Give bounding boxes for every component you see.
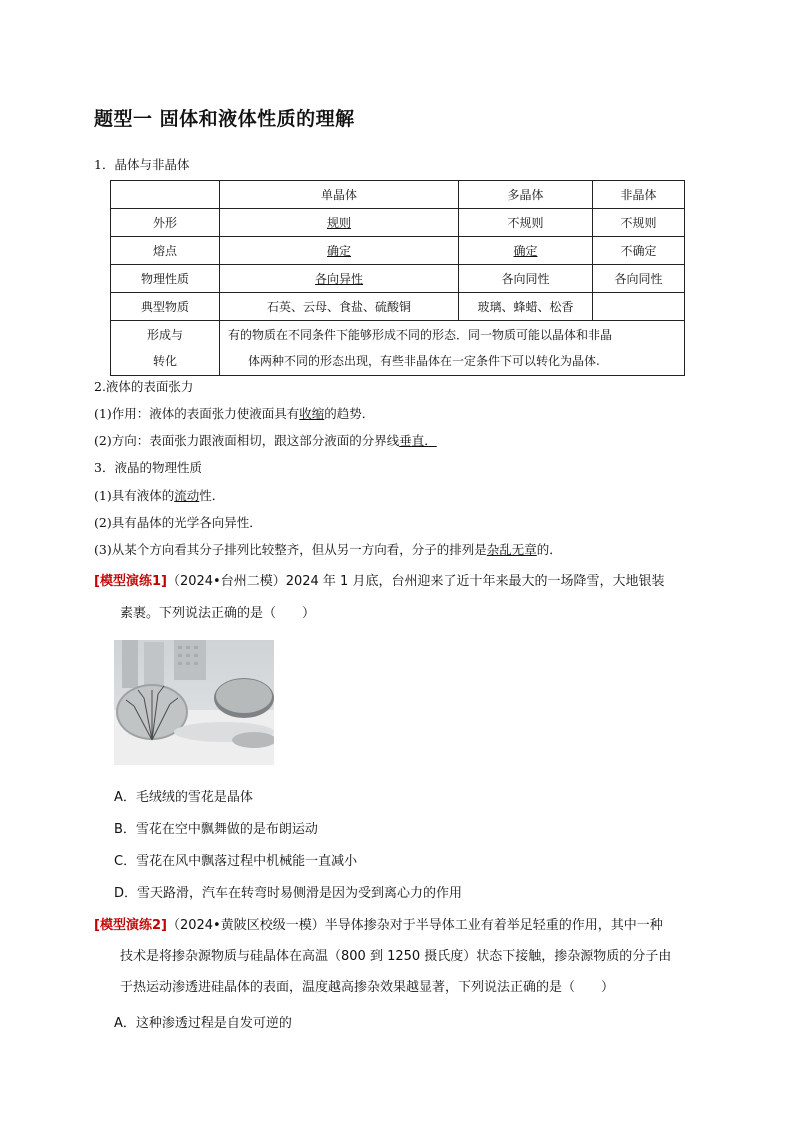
section-3-heading: 3．液晶的物理性质 (94, 460, 202, 475)
conversion-text (220, 321, 685, 376)
exercise-1-line-1 (94, 568, 664, 596)
underlined-answer: 收缩 (299, 406, 325, 421)
row-label: 典型物质 (111, 293, 220, 321)
liquid-crystal-property-3 (94, 541, 562, 559)
row-label: 外形 (111, 209, 220, 237)
table-row-conversion (111, 321, 685, 376)
conversion-text-line: 体两种不同的形态出现，有些非晶体在一定条件下可以转化为晶体. (248, 354, 600, 368)
table-cell: 确定 (326, 244, 351, 258)
exercise-1-option-d[interactable]: D．雪天路滑，汽车在转弯时易侧滑是因为受到离心力的作用 (114, 886, 463, 901)
text-segment: (1)具有液体的 (94, 488, 175, 503)
table-row (111, 265, 685, 293)
row-label (111, 321, 220, 376)
text-segment: (3)从某个方向看其分子排列比较整齐，但从另一方向看，分子的排列是 (94, 542, 487, 557)
exercise-2-line-2: 技术是将掺杂源物质与硅晶体在高温（800 到 1250 摄氏度）状态下接触，掺杂源物质的分子由 (120, 949, 672, 964)
table-cell: 石英、云母、食盐、硫酸铜 (220, 293, 459, 321)
table-row (111, 209, 685, 237)
row-label: 物理性质 (111, 265, 220, 293)
table-cell: 玻璃、蜂蜡、松香 (459, 293, 593, 321)
text-segment: (2)方向：表面张力跟液面相切，跟这部分液面的分界线 (94, 433, 400, 448)
exercise-1-option-b[interactable]: B．雪花在空中飘舞做的是布朗运动 (114, 822, 318, 837)
exercise-2-line-3: 于热运动渗透进硅晶体的表面，温度越高掺杂效果越显著，下列说法正确的是（ ） (120, 980, 615, 995)
exercise-1-line-2: 素裹。下列说法正确的是（ ） (120, 606, 316, 621)
conversion-label-line: 形成与 (146, 328, 183, 342)
conversion-text-line: 有的物质在不同条件下能够形成不同的形态．同一物质可能以晶体和非晶 (228, 328, 613, 342)
table-cell: 规则 (326, 216, 351, 230)
crystal-comparison-table (110, 180, 685, 376)
table-cell: 各向同性 (459, 265, 593, 293)
section-2-heading: 2.液体的表面张力 (94, 379, 194, 394)
table-cell: 不规则 (593, 209, 685, 237)
section-1-heading: 1．晶体与非晶体 (94, 157, 190, 172)
underlined-answer: 杂乱无章 (486, 542, 537, 557)
table-row (111, 237, 685, 265)
underlined-answer: 流动 (174, 488, 200, 503)
conversion-label-line: 转化 (152, 354, 177, 368)
table-header-cell: 多晶体 (459, 181, 593, 209)
text-segment: 的趋势． (324, 406, 375, 421)
row-label: 熔点 (111, 237, 220, 265)
table-cell: 各向同性 (593, 265, 685, 293)
table-header-cell: 非晶体 (593, 181, 685, 209)
text-segment: 的． (536, 542, 562, 557)
liquid-crystal-property-2: (2)具有晶体的光学各向异性． (94, 515, 262, 530)
table-header-cell (111, 181, 220, 209)
table-cell: 不规则 (459, 209, 593, 237)
table-cell: 确定 (513, 244, 538, 258)
exercise-2-option-a[interactable]: A．这种渗透过程是自发可逆的 (114, 1016, 292, 1031)
surface-tension-direction (94, 432, 437, 450)
exercise-1-option-c[interactable]: C．雪花在风中飘落过程中机械能一直减小 (114, 854, 358, 869)
snow-scene-photo (114, 640, 274, 765)
exercise-2-line-1 (94, 912, 663, 940)
page-title: 题型一 固体和液体性质的理解 (94, 108, 355, 130)
underlined-answer: 垂直． (399, 433, 437, 448)
table-cell (593, 293, 685, 321)
exercise-1-tag: [模型演练1] (94, 574, 167, 589)
table-cell: 各向异性 (314, 272, 363, 286)
table-row (111, 293, 685, 321)
question-text: （2024•黄陂区校级一模）半导体掺杂对于半导体工业有着举足轻重的作用，其中一种 (166, 918, 663, 933)
text-segment: 性． (199, 488, 225, 503)
exercise-1-option-a[interactable]: A．毛绒绒的雪花是晶体 (114, 790, 253, 805)
exercise-2-tag: [模型演练2] (94, 918, 167, 933)
table-header-cell: 单晶体 (220, 181, 459, 209)
table-header-row (111, 181, 685, 209)
surface-tension-effect (94, 405, 374, 423)
question-text: （2024•台州二模）2024 年 1 月底，台州迎来了近十年来最大的一场降雪，大地银装 (166, 574, 665, 589)
text-segment: (1)作用：液体的表面张力使液面具有 (94, 406, 300, 421)
liquid-crystal-property-1 (94, 487, 224, 505)
table-cell: 不确定 (593, 237, 685, 265)
